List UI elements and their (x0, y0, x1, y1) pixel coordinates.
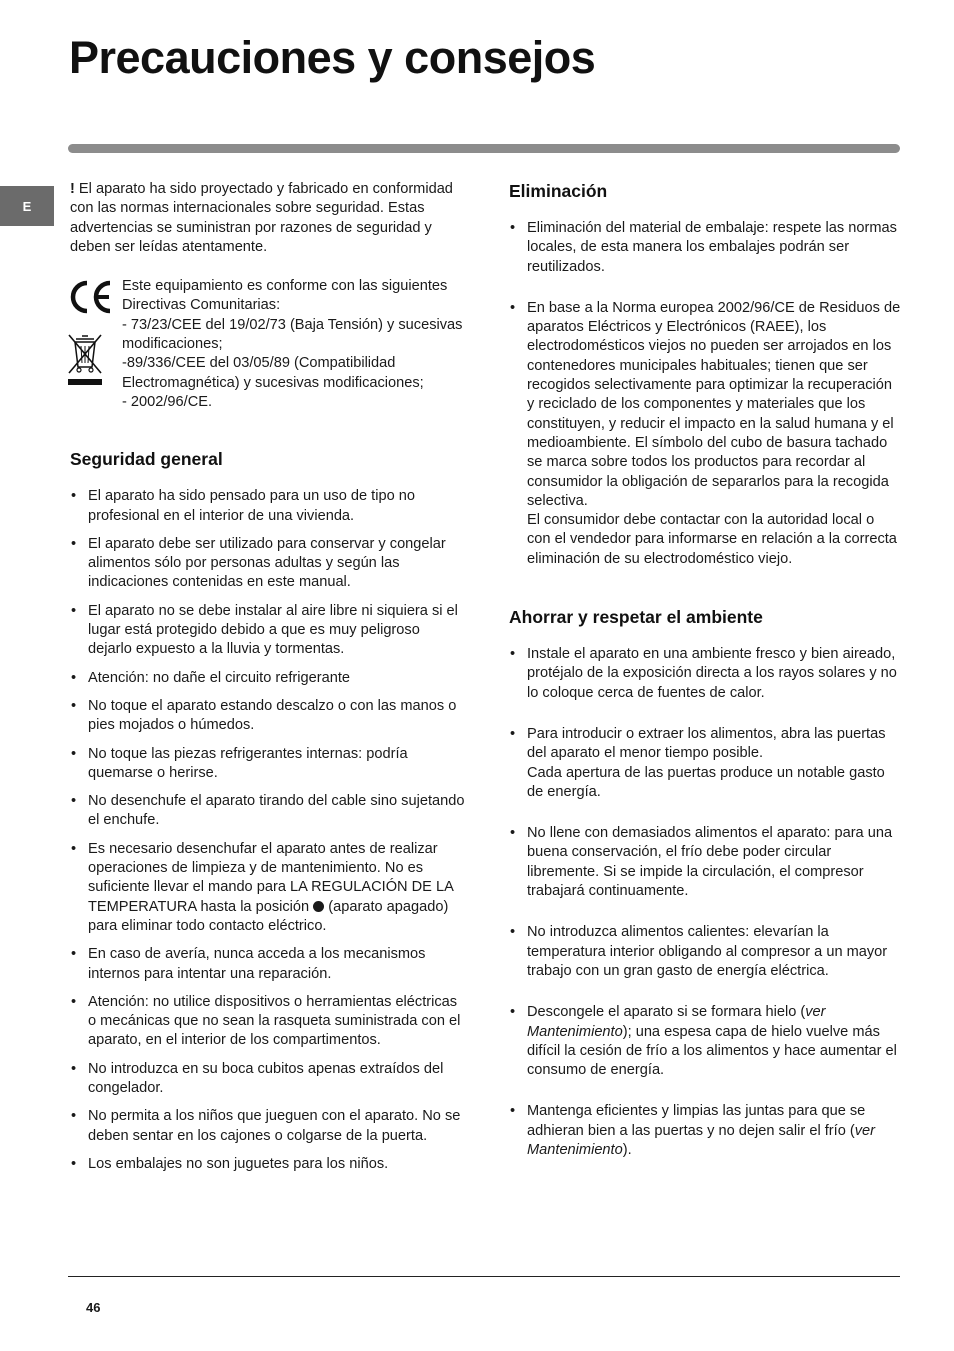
list-item-paragraph: • En base a la Norma europea 2002/96/CE de Residuos de aparatos Eléctricos y Electrónicos (RAEE), los electrodomésticos viejos no pueden ser arrojados en los contenedores municipales habituales; tienen que ser recogidos selectivamente para optimizar la recuperación y reciclado de los componentes y materiales que los constituyen, y reducir el impacto en la salud humana y el medioambiente. El símbolo del cubo de basura tachado se marca sobre todos los productos para recordar al consumidor la obligación de separarlos para la recogida selectiva. (527, 299, 901, 509)
conformity-text (122, 277, 465, 412)
conformity-line: Este equipamiento es conforme con las siguientes Directivas Comunitarias: (122, 278, 448, 314)
eliminacion-list (509, 219, 901, 569)
title-divider (68, 144, 900, 153)
list-item: • No desenchufe el aparato tirando del cable sino sujetando el enchufe. (70, 792, 465, 831)
left-column (70, 180, 465, 1174)
warning-mark: ! (70, 181, 75, 197)
list-item: • No permita a los niños que jueguen con el aparato. No se deben sentar en los cajones o colgarse de la puerta. (70, 1107, 465, 1146)
ce-mark-icon (68, 279, 114, 315)
list-item: • El aparato debe ser utilizado para conservar y congelar alimentos sólo por personas adultas y según las indicaciones contenidas en este manual. (70, 535, 465, 593)
section-heading-seguridad: Seguridad general (70, 449, 223, 470)
right-column (509, 180, 901, 1160)
conformity-icons (70, 277, 122, 412)
list-item (509, 299, 901, 569)
list-item: • No toque las piezas refrigerantes internas: podría quemarse o herirse. (70, 745, 465, 784)
list-item (70, 840, 465, 936)
seguridad-list (70, 487, 465, 1174)
list-item-paragraph: • Para introducir o extraer los alimentos, abra las puertas del aparato el menor tiempo posible. (527, 725, 886, 762)
list-item: • No toque el aparato estando descalzo o con las manos o pies mojados o húmedos. (70, 697, 465, 736)
list-item-paragraph: Cada apertura de las puertas produce un notable gasto de energía. (527, 764, 885, 800)
footer-divider (68, 1276, 900, 1277)
page-title: Precauciones y consejos (69, 32, 596, 83)
list-item: • Atención: no utilice dispositivos o herramientas eléctricas o mecánicas que no sean la rasqueta suministrada con el aparato, en el interior de los compartimentos. (70, 993, 465, 1051)
list-item-text: Mantenga eficientes y limpias las juntas para que se adhieran bien a las puertas y no dejen salir el frío ( (527, 1103, 866, 1139)
language-tab: E (0, 186, 54, 226)
list-item: • El aparato no se debe instalar al aire libre ni siquiera si el lugar está protegido debido a que es muy peligroso dejarlo expuesto a la lluvia y tormentas. (70, 602, 465, 660)
list-item: • Los embalajes no son juguetes para los niños. (70, 1155, 465, 1174)
conformity-line: - 73/23/CEE del 19/02/73 (Baja Tensión) y sucesivas modificaciones; (122, 316, 463, 353)
cross-reference: ver Mantenimiento (527, 1122, 876, 1158)
page-number: 46 (86, 1300, 101, 1315)
section-heading-ahorrar: Ahorrar y respetar el ambiente (509, 607, 763, 628)
list-item (509, 725, 901, 802)
ahorrar-list (509, 645, 901, 1160)
list-item-text: ). (622, 1141, 632, 1158)
list-item (509, 1003, 901, 1080)
crossed-bin-icon (67, 333, 103, 387)
list-item-text: Descongele el aparato si se formara hielo ( (527, 1004, 806, 1021)
section-heading-eliminacion: Eliminación (509, 181, 608, 201)
list-item: • Atención: no dañe el circuito refrigerante (70, 669, 465, 688)
conformity-block (70, 277, 465, 412)
list-item-paragraph: El consumidor debe contactar con la autoridad local o con el vendedor para informarse en relación a la correcta eliminación de su electrodoméstico viejo. (527, 512, 897, 567)
list-item: • En caso de avería, nunca acceda a los mecanismos internos para intentar una reparación. (70, 945, 465, 984)
list-item: • No llene con demasiados alimentos el aparato: para una buena conservación, el frío debe poder circular libremente. Si se impide la circulación, el compresor trabajará continuamente. (509, 824, 901, 901)
list-item-text: Es necesario desenchufar el aparato antes de realizar operaciones de limpieza y de mantenimiento. No es suficiente llevar el mando para LA REGULACIÓN DE LA TEMPERATURA hasta la posición (88, 840, 454, 915)
off-position-dot-icon (313, 901, 324, 912)
conformity-line: - 2002/96/CE. (122, 393, 213, 410)
list-item: • Eliminación del material de embalaje: respete las normas locales, de esta manera los embalajes podrán ser reutilizados. (509, 219, 901, 277)
list-item: • Instale el aparato en una ambiente fresco y bien aireado, protéjalo de la exposición directa a los rayos solares y no lo coloque cerca de fuentes de calor. (509, 645, 901, 703)
intro-paragraph (70, 180, 465, 257)
intro-text: El aparato ha sido proyectado y fabricado en conformidad con las normas internacionales sobre seguridad. Estas advertencias se suministran por razones de seguridad y deben ser leídas atentamente. (70, 181, 453, 255)
list-item-text: (aparato apagado) para eliminar todo contacto eléctrico. (88, 898, 449, 934)
list-item: • El aparato ha sido pensado para un uso de tipo no profesional en el interior de una vivienda. (70, 487, 465, 526)
list-item: • No introduzca en su boca cubitos apenas extraídos del congelador. (70, 1060, 465, 1099)
list-item: • No introduzca alimentos calientes: elevarían la temperatura interior obligando al compresor a un mayor trabajo con un gran gasto de energía eléctrica. (509, 923, 901, 981)
cross-reference: ver Mantenimiento (527, 1004, 826, 1040)
conformity-line: -89/336/CEE del 03/05/89 (Compatibilidad Electromagnética) y sucesivas modificaciones; (122, 355, 424, 391)
list-item (509, 1102, 901, 1160)
list-item-text: ); una espesa capa de hielo vuelve más difícil la cesión de frío a los alimentos y hace aumentar el consumo de energía. (527, 1023, 897, 1079)
